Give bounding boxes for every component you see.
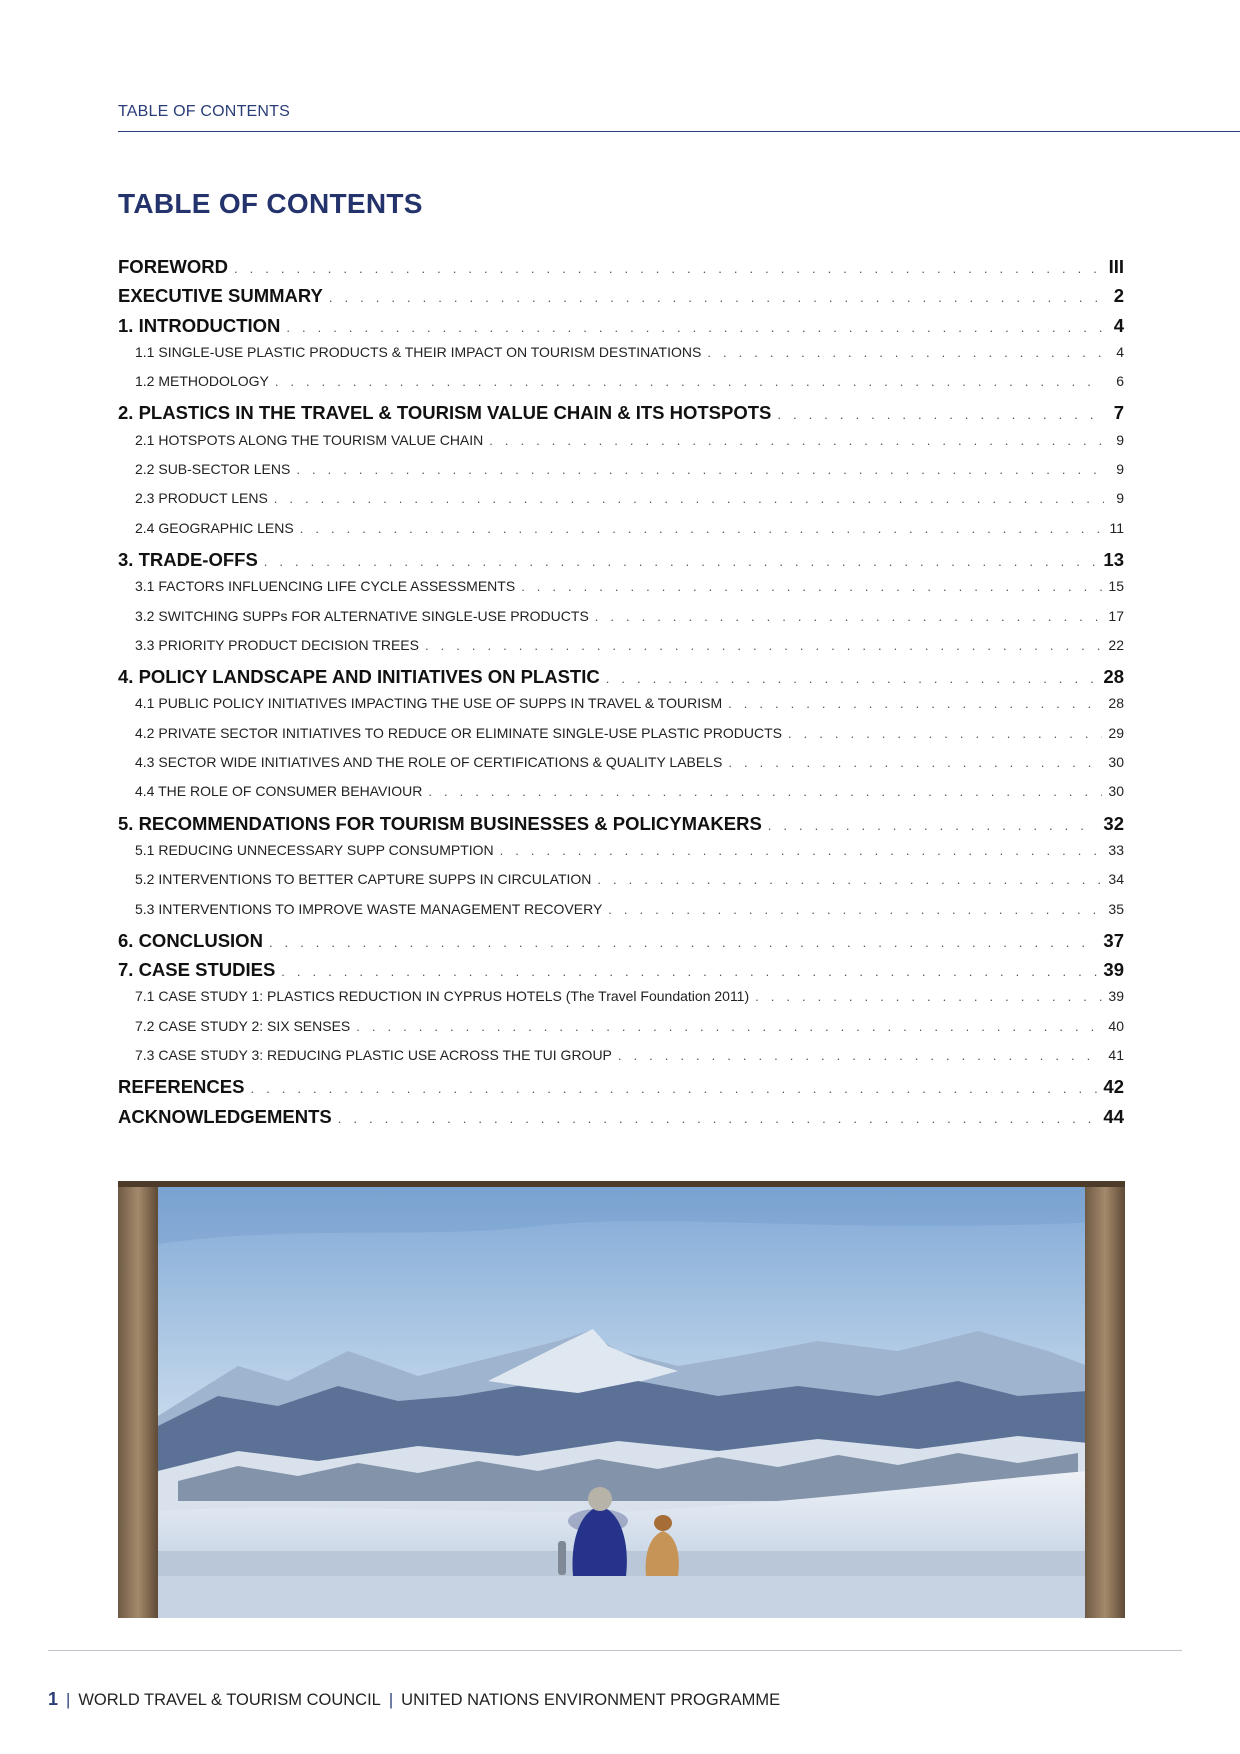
cover-photo-snowy-mountain-view	[118, 1181, 1125, 1618]
toc-entry-page-number: 29	[1108, 724, 1124, 741]
toc-entry-label: 7. CASE STUDIES	[118, 959, 276, 981]
toc-section-entry[interactable]	[118, 1076, 1124, 1105]
toc-entry-page-number: 15	[1108, 578, 1124, 595]
toc-entry-page-number: 44	[1103, 1105, 1124, 1127]
toc-subsection-entry[interactable]	[118, 1018, 1124, 1047]
toc-dot-leader	[281, 964, 1097, 979]
toc-entry-page-number: 39	[1108, 988, 1124, 1005]
page-title: TABLE OF CONTENTS	[118, 188, 423, 219]
toc-entry-label: 1.1 SINGLE-USE PLASTIC PRODUCTS & THEIR IMPACT ON TOURISM DESTINATIONS	[135, 343, 702, 360]
toc-section-entry[interactable]	[118, 1106, 1124, 1135]
running-header: TABLE OF CONTENTS	[118, 103, 291, 120]
toc-dot-leader	[250, 1081, 1097, 1096]
toc-dot-leader	[296, 462, 1104, 477]
toc-entry-page-number: 7	[1113, 402, 1124, 424]
toc-entry-label: 2.1 HOTSPOTS ALONG THE TOURISM VALUE CHAIN	[135, 431, 484, 448]
toc-section-entry[interactable]	[118, 959, 1124, 988]
toc-dot-leader	[606, 671, 1098, 686]
toc-entry-label: 2.4 GEOGRAPHIC LENS	[135, 519, 294, 536]
toc-entry-label: 5.1 REDUCING UNNECESSARY SUPP CONSUMPTION	[135, 841, 494, 858]
toc-entry-label: 4.3 SECTOR WIDE INITIATIVES AND THE ROLE OF CERTIFICATIONS & QUALITY LABELS	[135, 754, 723, 771]
footer-org-wttc: WORLD TRAVEL & TOURISM COUNCIL	[78, 1691, 381, 1709]
toc-subsection-entry[interactable]	[118, 637, 1124, 666]
toc-entry-page-number: 28	[1103, 666, 1124, 688]
toc-entry-label: 2.3 PRODUCT LENS	[135, 490, 268, 507]
toc-entry-label: 4. POLICY LANDSCAPE AND INITIATIVES ON PLASTIC	[118, 666, 600, 688]
toc-entry-label: 4.2 PRIVATE SECTOR INITIATIVES TO REDUCE OR ELIMINATE SINGLE-USE PLASTIC PRODUCTS	[135, 724, 782, 741]
toc-dot-leader	[329, 290, 1104, 305]
toc-entry-label: 3.3 PRIORITY PRODUCT DECISION TREES	[135, 636, 419, 653]
toc-entry-label: 1. INTRODUCTION	[118, 314, 281, 336]
toc-entry-label: EXECUTIVE SUMMARY	[118, 285, 323, 307]
toc-section-entry[interactable]	[118, 549, 1124, 578]
toc-entry-page-number: 6	[1116, 373, 1124, 390]
page-number: 1	[48, 1689, 59, 1709]
toc-entry-page-number: 41	[1108, 1047, 1124, 1064]
toc-dot-leader	[274, 491, 1104, 506]
toc-entry-page-number: 30	[1108, 783, 1124, 800]
toc-subsection-entry[interactable]	[118, 725, 1124, 754]
toc-entry-label: 3.1 FACTORS INFLUENCING LIFE CYCLE ASSESSMENTS	[135, 578, 516, 595]
toc-entry-label: 2. PLASTICS IN THE TRAVEL & TOURISM VALUE CHAIN & ITS HOTSPOTS	[118, 402, 772, 424]
toc-entry-page-number: 30	[1108, 754, 1124, 771]
toc-dot-leader	[500, 843, 1103, 858]
toc-dot-leader	[728, 696, 1102, 711]
toc-entry-label: ACKNOWLEDGEMENTS	[118, 1105, 332, 1127]
toc-subsection-entry[interactable]	[118, 490, 1124, 519]
toc-entry-page-number: 13	[1103, 548, 1124, 570]
footer-org-unep: UNITED NATIONS ENVIRONMENT PROGRAMME	[401, 1691, 781, 1709]
toc-dot-leader	[269, 935, 1097, 950]
toc-dot-leader	[707, 345, 1104, 360]
toc-subsection-entry[interactable]	[118, 608, 1124, 637]
toc-subsection-entry[interactable]	[118, 1047, 1124, 1076]
toc-entry-page-number: 42	[1103, 1076, 1124, 1098]
toc-subsection-entry[interactable]	[118, 432, 1124, 461]
toc-entry-label: FOREWORD	[118, 256, 228, 277]
toc-subsection-entry[interactable]	[118, 461, 1124, 490]
toc-subsection-entry[interactable]	[118, 373, 1124, 402]
toc-entry-label: 7.3 CASE STUDY 3: REDUCING PLASTIC USE ACROSS THE TUI GROUP	[135, 1047, 612, 1064]
toc-entry-label: 1.2 METHODOLOGY	[135, 373, 269, 390]
toc-subsection-entry[interactable]	[118, 344, 1124, 373]
toc-dot-leader	[597, 872, 1102, 887]
toc-entry-label: 4.1 PUBLIC POLICY INITIATIVES IMPACTING THE USE OF SUPPS IN TRAVEL & TOURISM	[135, 695, 723, 712]
toc-subsection-entry[interactable]	[118, 988, 1124, 1017]
toc-entry-label: 3. TRADE-OFFS	[118, 548, 258, 570]
toc-dot-leader	[425, 638, 1102, 653]
toc-entry-page-number: 32	[1103, 812, 1124, 834]
toc-entry-page-number: 9	[1116, 490, 1124, 507]
toc-subsection-entry[interactable]	[118, 695, 1124, 724]
toc-dot-leader	[755, 989, 1102, 1004]
toc-entry-label: REFERENCES	[118, 1076, 245, 1098]
toc-dot-leader	[618, 1048, 1103, 1063]
toc-subsection-entry[interactable]	[118, 871, 1124, 900]
toc-dot-leader	[489, 433, 1104, 448]
toc-dot-leader	[300, 521, 1104, 536]
toc-entry-page-number: 22	[1108, 636, 1124, 653]
toc-section-entry[interactable]	[118, 930, 1124, 959]
toc-section-entry[interactable]	[118, 813, 1124, 842]
toc-dot-leader	[234, 261, 1103, 276]
toc-entry-label: 7.2 CASE STUDY 2: SIX SENSES	[135, 1017, 351, 1034]
toc-dot-leader	[728, 755, 1102, 770]
toc-subsection-entry[interactable]	[118, 842, 1124, 871]
toc-entry-page-number: 37	[1103, 929, 1124, 951]
toc-dot-leader	[338, 1111, 1098, 1126]
toc-subsection-entry[interactable]	[118, 901, 1124, 930]
toc-entry-page-number: 9	[1116, 431, 1124, 448]
toc-dot-leader	[521, 579, 1102, 594]
toc-entry-page-number: 35	[1108, 900, 1124, 917]
toc-entry-label: 4.4 THE ROLE OF CONSUMER BEHAVIOUR	[135, 783, 423, 800]
toc-section-entry[interactable]	[118, 285, 1124, 314]
page-footer	[48, 1689, 780, 1710]
toc-dot-leader	[428, 784, 1102, 799]
toc-entry-label: 6. CONCLUSION	[118, 929, 263, 951]
toc-entry-page-number: 33	[1108, 841, 1124, 858]
toc-entry-page-number: 11	[1109, 519, 1124, 536]
toc-entry-page-number: 4	[1116, 343, 1124, 360]
toc-entry-label: 2.2 SUB-SECTOR LENS	[135, 461, 291, 478]
toc-dot-leader	[356, 1019, 1102, 1034]
toc-section-entry[interactable]	[118, 666, 1124, 695]
toc-entry-label: 3.2 SWITCHING SUPPs FOR ALTERNATIVE SINGLE-USE PRODUCTS	[135, 607, 589, 624]
toc-entry-page-number: 17	[1108, 607, 1124, 624]
toc-entry-page-number: 9	[1116, 461, 1124, 478]
toc-section-entry[interactable]	[118, 315, 1124, 344]
toc-entry-label: 7.1 CASE STUDY 1: PLASTICS REDUCTION IN CYPRUS HOTELS (The Travel Foundation 2011)	[135, 988, 750, 1005]
landscape-illustration	[118, 1181, 1125, 1618]
toc-section-entry[interactable]	[118, 402, 1124, 431]
toc-section-entry[interactable]	[118, 256, 1124, 285]
footer-separator: |	[388, 1691, 394, 1709]
toc-entry-page-number: 28	[1108, 695, 1124, 712]
toc-entry-page-number: 40	[1108, 1017, 1124, 1034]
toc-dot-leader	[608, 902, 1102, 917]
toc-dot-leader	[264, 554, 1098, 569]
toc-entry-label: 5.3 INTERVENTIONS TO IMPROVE WASTE MANAGEMENT RECOVERY	[135, 900, 603, 917]
toc-subsection-entry[interactable]	[118, 578, 1124, 607]
toc-entry-page-number: 2	[1113, 285, 1124, 307]
toc-entry-page-number: 34	[1108, 871, 1124, 888]
toc-entry-label: 5.2 INTERVENTIONS TO BETTER CAPTURE SUPPS IN CIRCULATION	[135, 871, 592, 888]
toc-dot-leader	[768, 818, 1098, 833]
footer-separator: |	[66, 1691, 71, 1709]
toc-subsection-entry[interactable]	[118, 754, 1124, 783]
toc-entry-page-number: 39	[1103, 959, 1124, 981]
toc-dot-leader	[275, 374, 1104, 389]
footer-divider	[48, 1650, 1182, 1651]
toc-entry-page-number: III	[1108, 256, 1124, 277]
toc-dot-leader	[777, 407, 1104, 422]
toc-dot-leader	[595, 609, 1103, 624]
toc-subsection-entry[interactable]	[118, 783, 1124, 812]
toc-dot-leader	[286, 320, 1104, 335]
header-divider	[118, 131, 1240, 132]
table-of-contents	[118, 256, 1124, 1135]
toc-entry-page-number: 4	[1113, 314, 1124, 336]
toc-dot-leader	[788, 726, 1102, 741]
toc-entry-label: 5. RECOMMENDATIONS FOR TOURISM BUSINESSES & POLICYMAKERS	[118, 812, 762, 834]
toc-subsection-entry[interactable]	[118, 520, 1124, 549]
